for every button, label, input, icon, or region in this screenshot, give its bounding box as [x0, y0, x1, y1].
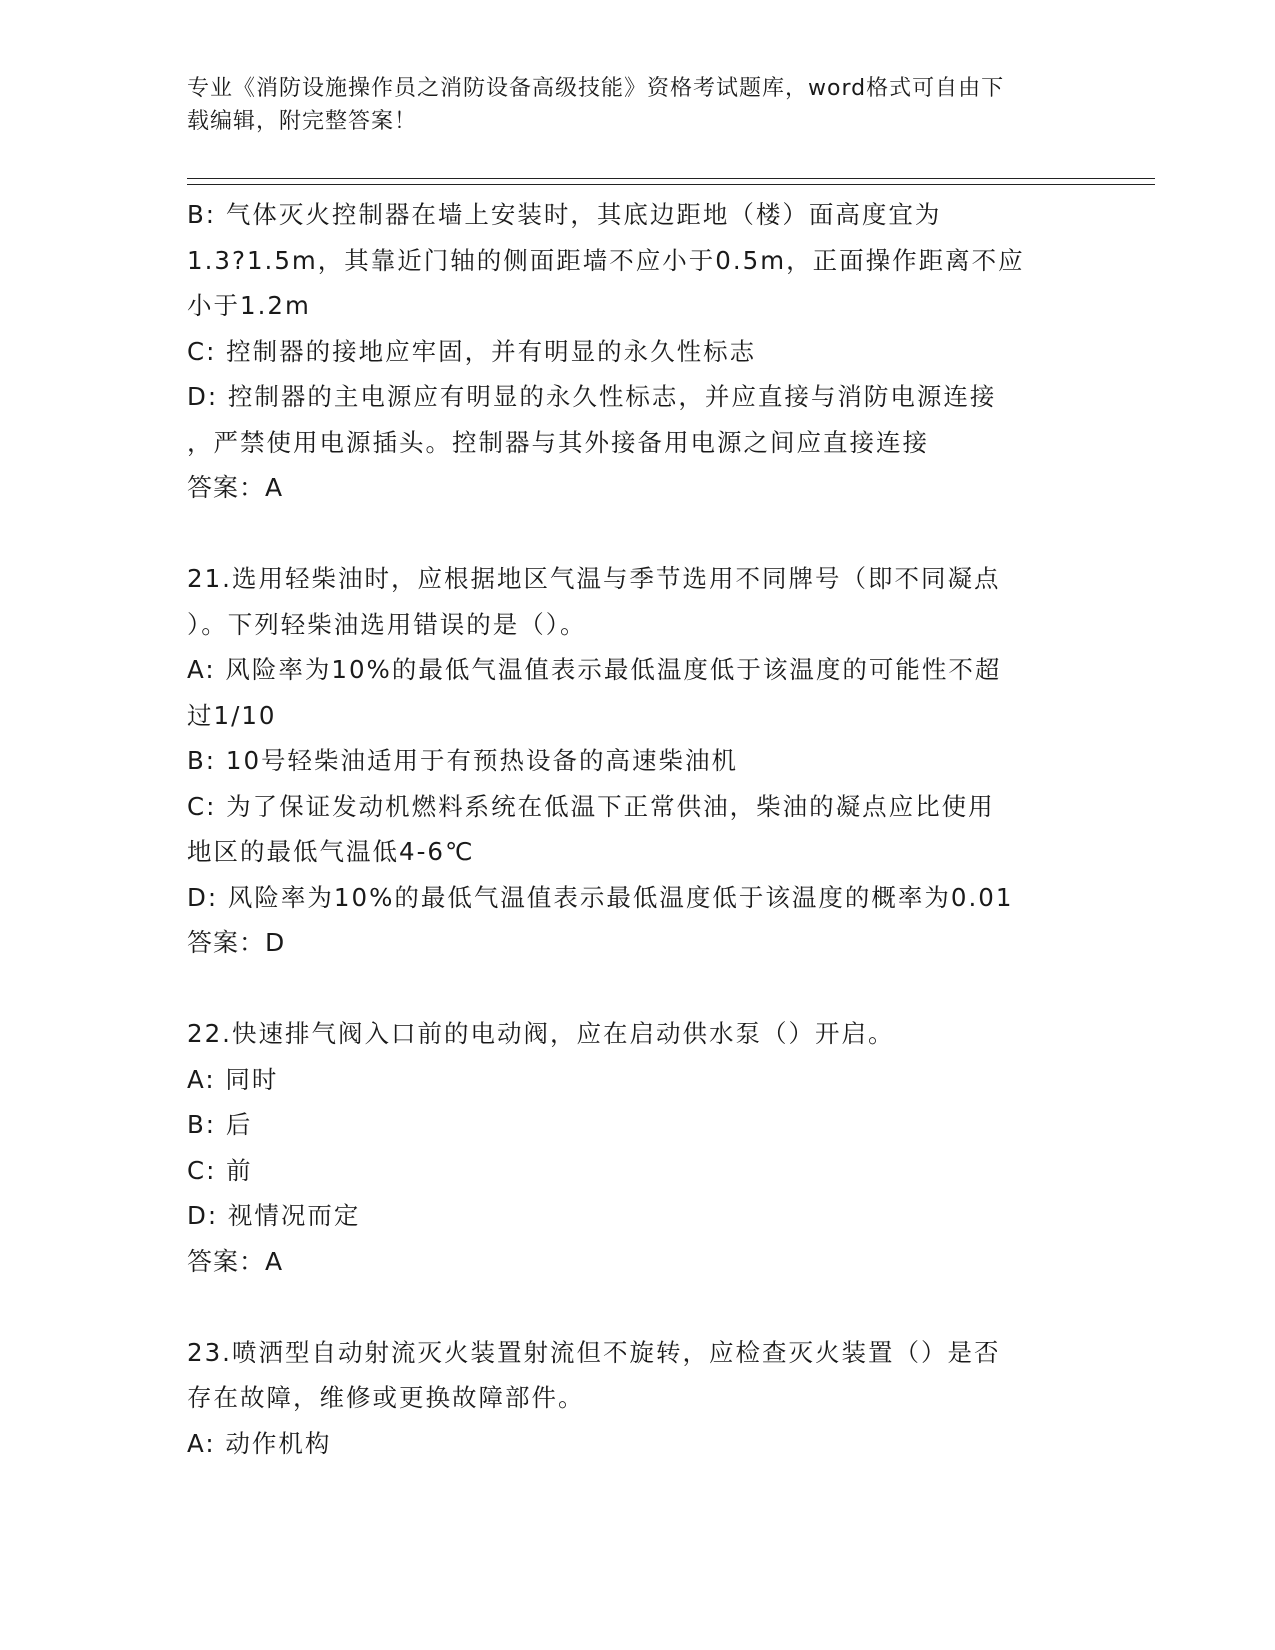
question-spacer [187, 966, 1067, 1012]
option-b: B: 后 [187, 1110, 253, 1139]
answer-line: 答案：D [187, 928, 286, 957]
option-c: C: 控制器的接地应牢固，并有明显的永久性标志 [187, 336, 757, 366]
option-a-line-2: 过1/10 [187, 700, 277, 730]
option-d-line-2: ，严禁使用电源插头。控制器与其外接备用电源之间应直接连接 [187, 427, 929, 457]
question-23 [187, 1330, 1067, 1467]
question-stem-line-2: 存在故障，维修或更换故障部件。 [187, 1383, 585, 1412]
question-stem-line-2: ）。下列轻柴油选用错误的是（）。 [187, 609, 587, 639]
option-a-line-1: A: 风险率为10%的最低气温值表示最低温度低于该温度的可能性不超 [187, 655, 1002, 684]
option-c: C: 前 [187, 1155, 253, 1185]
document-body [187, 192, 1067, 1466]
header-line-1: 专业《消防设施操作员之消防设备高级技能》资格考试题库，word格式可自由下 [187, 76, 1005, 101]
option-c-line-1: C: 为了保证发动机燃料系统在低温下正常供油，柴油的凝点应比使用 [187, 791, 995, 821]
question-spacer [187, 1284, 1067, 1330]
question-stem-line-1: 23.喷洒型自动射流灭火装置射流但不旋转，应检查灭火装置（）是否 [187, 1337, 1001, 1367]
option-b-line-3: 小于1.2m [187, 291, 311, 320]
option-b: B: 10号轻柴油适用于有预热设备的高速柴油机 [187, 746, 739, 775]
answer-line: 答案：A [187, 1246, 284, 1276]
header-divider-bottom [187, 184, 1155, 185]
option-a: A: 同时 [187, 1064, 279, 1094]
question-stem: 22.快速排气阀入口前的电动阀，应在启动供水泵（）开启。 [187, 1019, 895, 1048]
option-b-line-2: 1.3?1.5m，其靠近门轴的侧面距墙不应小于0.5m，正面操作距离不应 [187, 245, 1025, 275]
document-header [187, 72, 1077, 138]
option-d: D: 风险率为10%的最低气温值表示最低温度低于该温度的概率为0.01 [187, 882, 1014, 912]
option-d-line-1: D: 控制器的主电源应有明显的永久性标志，并应直接与消防电源连接 [187, 382, 997, 411]
option-c-line-2: 地区的最低气温低4-6℃ [187, 837, 475, 866]
question-21 [187, 556, 1067, 966]
option-b-line-1: B: 气体灭火控制器在墙上安装时，其底边距地（楼）面高度宜为 [187, 200, 942, 229]
answer-line: 答案：A [187, 473, 284, 502]
question-spacer [187, 511, 1067, 557]
header-line-2: 载编辑，附完整答案！ [187, 109, 418, 134]
option-d: D: 视情况而定 [187, 1201, 361, 1230]
option-a: A: 动作机构 [187, 1428, 332, 1458]
question-stem-line-1: 21.选用轻柴油时，应根据地区气温与季节选用不同牌号（即不同凝点 [187, 564, 1001, 593]
question-20-continued [187, 192, 1067, 511]
header-divider-top [187, 178, 1155, 179]
question-22 [187, 1011, 1067, 1284]
